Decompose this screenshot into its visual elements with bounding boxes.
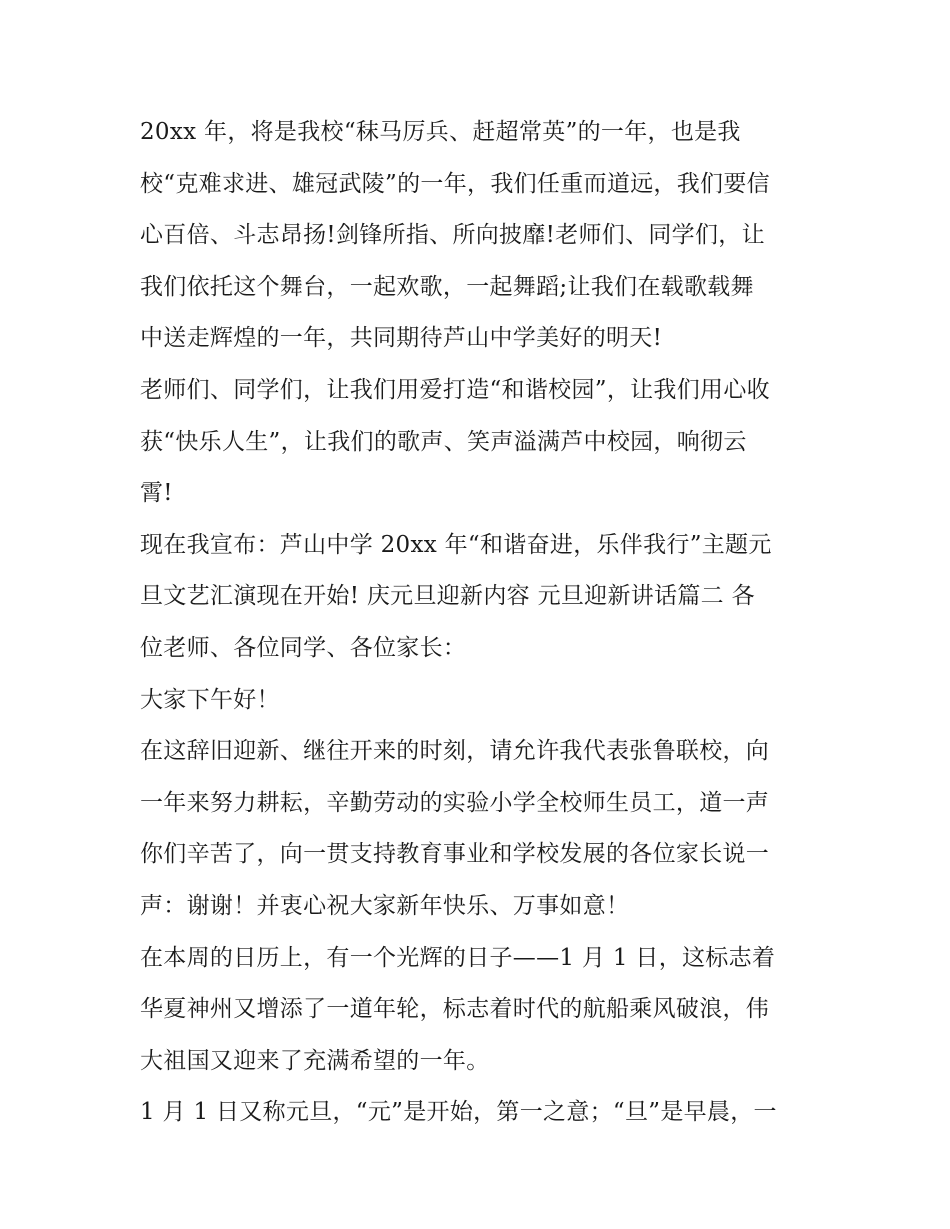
text-line: 一年来努力耕耘，辛勤劳动的实验小学全校师生员工，道一声 bbox=[140, 789, 770, 816]
text-line: 中送走辉煌的一年，共同期待芦山中学美好的明天! bbox=[140, 325, 663, 352]
text-line: 声：谢谢！并衷心祝大家新年快乐、万事如意！ bbox=[140, 892, 630, 919]
text-line: 旦文艺汇演现在开始! 庆元旦迎新内容 元旦迎新讲话篇二 各 bbox=[140, 583, 755, 610]
text-line: 大家下午好！ bbox=[140, 686, 280, 713]
text-line: 获“快乐人生”，让我们的歌声、笑声溢满芦中校园，响彻云 bbox=[140, 428, 747, 455]
text-line: 我们依托这个舞台，一起欢歌，一起舞蹈;让我们在载歌载舞 bbox=[140, 273, 754, 300]
document-body bbox=[140, 107, 820, 1139]
text-line: 现在我宣布：芦山中学 20xx 年“和谐奋进，乐伴我行”主题元 bbox=[140, 531, 772, 558]
text-line: 校“克难求进、雄冠武陵”的一年，我们任重而道远，我们要信 bbox=[140, 170, 770, 197]
text-line: 霄! bbox=[140, 480, 173, 507]
text-line: 在本周的日历上，有一个光辉的日子——1 月 1 日，这标志着 bbox=[140, 944, 776, 971]
text-line: 大祖国又迎来了充满希望的一年。 bbox=[140, 1047, 490, 1074]
text-line: 位老师、各位同学、各位家长： bbox=[140, 634, 467, 661]
text-line: 心百倍、斗志昂扬!剑锋所指、所向披靡!老师们、同学们，让 bbox=[140, 222, 765, 249]
text-line: 华夏神州又增添了一道年轮，标志着时代的航船乘风破浪，伟 bbox=[140, 996, 770, 1023]
text-line: 你们辛苦了，向一贯支持教育事业和学校发展的各位家长说一 bbox=[140, 841, 770, 868]
text-line: 20xx 年，将是我校“秣马厉兵、赶超常英”的一年，也是我 bbox=[140, 119, 741, 145]
text-line: 在这辞旧迎新、继往开来的时刻，请允许我代表张鲁联校，向 bbox=[140, 738, 770, 765]
text-line: 1 月 1 日又称元旦，“元”是开始，第一之意；“旦”是早晨，一 bbox=[140, 1099, 777, 1126]
text-line: 老师们、同学们，让我们用爱打造“和谐校园”，让我们用心收 bbox=[140, 376, 770, 403]
